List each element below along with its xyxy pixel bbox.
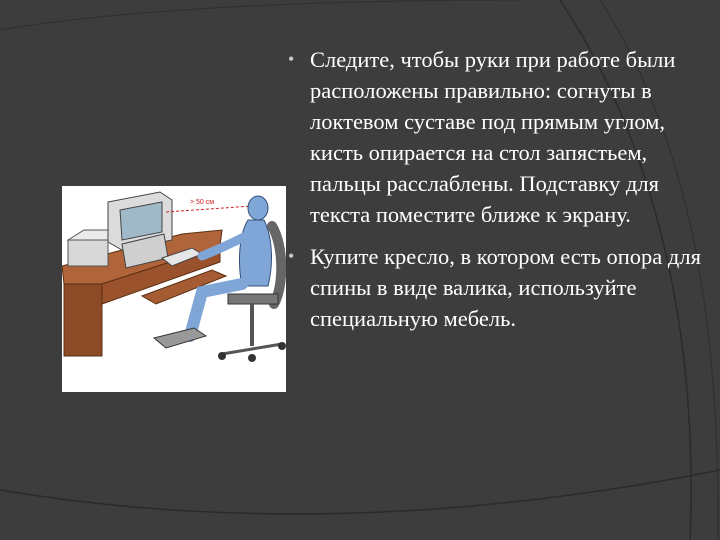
bullet-item	[286, 241, 706, 334]
distance-label: > 50 см	[190, 199, 215, 206]
bullet-list	[286, 44, 706, 345]
bullet-text: Следите, чтобы руки при работе были расположены правильно: согнуты в локтевом суставе под прямым углом, кисть опирается на стол запястьем, пальцы расслаблены. Подставку для текста поместите ближе к экрану.	[310, 47, 676, 227]
bullet-icon: •	[288, 246, 295, 266]
workstation-illustration	[62, 186, 286, 392]
bullet-text: Купите кресло, в котором есть опора для спины в виде валика, используйте специальную мебель.	[310, 244, 701, 331]
bullet-item	[286, 44, 706, 230]
bullet-icon: •	[288, 49, 295, 69]
